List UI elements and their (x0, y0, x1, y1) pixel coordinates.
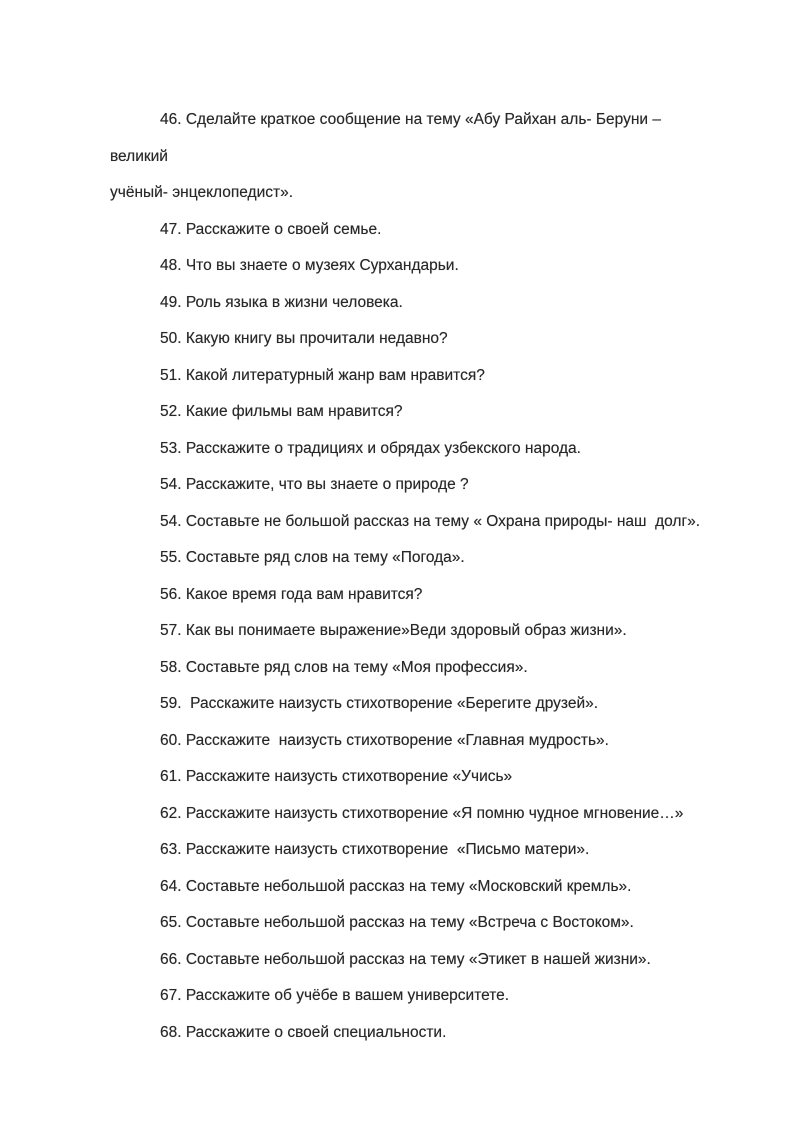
list-item (110, 577, 704, 614)
list-item-line: 58. Составьте ряд слов на тему «Моя профессия». (160, 658, 528, 676)
list-item-line: 65. Составьте небольшой рассказ на тему «Встреча с Востоком». (160, 914, 634, 931)
list-item-line: 53. Расскажите о традициях и обрядах узбекского народа. (160, 439, 581, 457)
list-item (110, 540, 704, 577)
list-item (110, 248, 704, 285)
list-item-line: 56. Какое время года вам нравится? (160, 585, 423, 603)
list-item (110, 650, 704, 687)
list-item-line: учёный- энцеклопедист». (110, 184, 294, 201)
list-item (110, 1015, 704, 1052)
list-item-line: 51. Какой литературный жанр вам нравится? (160, 366, 485, 384)
list-item (110, 759, 704, 796)
list-item-line: 67. Расскажите об учёбе в вашем университете. (160, 987, 510, 1004)
list-item-line: 54. Расскажите, что вы знаете о природе ? (160, 476, 469, 493)
list-item (110, 869, 704, 906)
list-item-line: 47. Расскажите о своей семье. (160, 220, 382, 238)
list-item-line: 61. Расскажите наизусть стихотворение «Учись» (160, 768, 513, 785)
list-item (110, 431, 704, 468)
list-item (110, 285, 704, 322)
list-item (110, 102, 704, 212)
list-item-line: 54. Составьте не большой рассказ на тему « Охрана природы- наш долг». (160, 512, 701, 530)
list-item (110, 942, 704, 979)
list-item (110, 978, 704, 1015)
list-item-line: 66. Составьте небольшой рассказ на тему «Этикет в нашей жизни». (160, 950, 651, 968)
list-item-line: 48. Что вы знаете о музеях Сурхандарьи. (160, 257, 459, 274)
list-item (110, 504, 704, 541)
list-item (110, 796, 704, 833)
list-item (110, 723, 704, 760)
list-item-line: 60. Расскажите наизусть стихотворение «Главная мудрость». (160, 731, 609, 749)
list-item (110, 394, 704, 431)
list-item (110, 358, 704, 395)
list-item (110, 905, 704, 942)
list-item-line: 59. Расскажите наизусть стихотворение «Берегите друзей». (160, 695, 599, 712)
list-item-line: 46. Сделайте краткое сообщение на тему «Абу Райхан аль- Беруни – великий (110, 111, 666, 165)
list-item-line: 63. Расскажите наизусть стихотворение «Письмо матери». (160, 841, 590, 858)
list-item (110, 832, 704, 869)
list-item-line: 52. Какие фильмы вам нравится? (160, 403, 403, 420)
list-item (110, 321, 704, 358)
list-item (110, 686, 704, 723)
list-item (110, 613, 704, 650)
list-item-line: 68. Расскажите о своей специальности. (160, 1023, 447, 1041)
list-item-line: 50. Какую книгу вы прочитали недавно? (160, 330, 448, 347)
list-item-line: 64. Составьте небольшой рассказ на тему «Московский кремль». (160, 877, 632, 895)
list-item (110, 212, 704, 249)
list-item-line: 55. Составьте ряд слов на тему «Погода». (160, 549, 465, 566)
list-item-line: 57. Как вы понимаете выражение»Веди здоровый образ жизни». (160, 622, 627, 639)
list-item (110, 467, 704, 504)
list-item-line: 62. Расскажите наизусть стихотворение «Я помню чудное мгновение…» (160, 804, 684, 822)
list-item-line: 49. Роль языка в жизни человека. (160, 293, 403, 311)
